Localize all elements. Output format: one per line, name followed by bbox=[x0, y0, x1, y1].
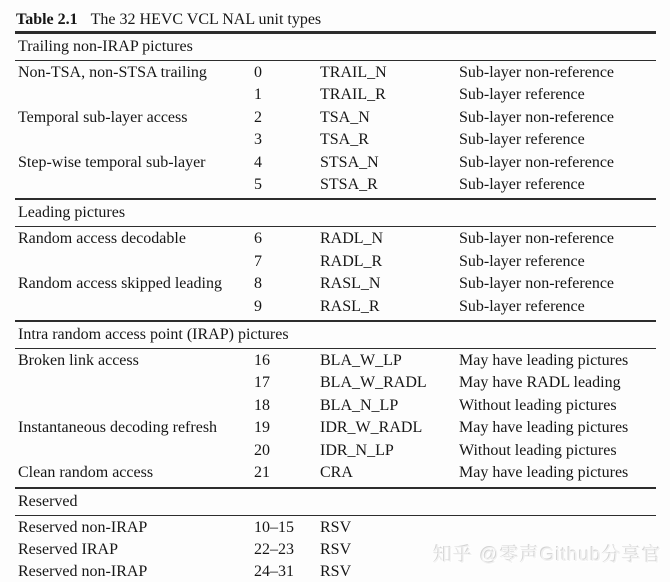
table-row bbox=[18, 517, 656, 539]
cell-reference_note: May have RADL leading bbox=[459, 374, 621, 392]
table-section bbox=[15, 320, 656, 486]
table-section bbox=[15, 198, 656, 320]
cell-picture_type: Clean random access bbox=[18, 464, 154, 482]
table-row bbox=[18, 417, 656, 439]
cell-nal_unit_type_name: STSA_R bbox=[320, 176, 378, 194]
watermark-text: 知乎 @零声Github分享官 bbox=[433, 545, 662, 566]
cell-nal_unit_type_name: IDR_N_LP bbox=[320, 441, 394, 459]
table-row bbox=[18, 228, 656, 250]
cell-reference_note: Sub-layer non-reference bbox=[459, 153, 615, 171]
table-row bbox=[18, 251, 656, 273]
section-rows bbox=[15, 349, 656, 486]
cell-nal_unit_type_value: 21 bbox=[254, 464, 270, 482]
section-header: Reserved bbox=[15, 489, 656, 516]
cell-picture_type: Non-TSA, non-STSA trailing bbox=[18, 64, 207, 81]
table-row bbox=[18, 296, 656, 318]
table-section bbox=[15, 487, 656, 582]
cell-reference_note: Without leading pictures bbox=[459, 441, 617, 459]
cell-reference_note: Sub-layer non-reference bbox=[459, 230, 615, 248]
cell-nal_unit_type_value: 18 bbox=[254, 396, 270, 414]
cell-nal_unit_type_value: 5 bbox=[254, 176, 262, 194]
nal-unit-types-table bbox=[15, 31, 656, 582]
cell-picture_type bbox=[18, 372, 254, 394]
cell-reference_note bbox=[459, 539, 656, 561]
cell-nal_unit_type_name: RADL_N bbox=[320, 230, 384, 248]
cell-reference_note: Sub-layer reference bbox=[459, 297, 585, 315]
cell-nal_unit_type_value: 7 bbox=[254, 252, 262, 270]
cell-nal_unit_type_value: 6 bbox=[254, 230, 262, 248]
cell-nal_unit_type_value: 3 bbox=[254, 131, 262, 149]
table-row bbox=[18, 129, 656, 151]
cell-nal_unit_type_name: TRAIL_R bbox=[320, 86, 386, 104]
cell-reference_note: Sub-layer reference bbox=[459, 252, 585, 270]
cell-nal_unit_type_value: 1 bbox=[254, 86, 262, 104]
cell-nal_unit_type_name: STSA_N bbox=[320, 153, 379, 171]
cell-picture_type: Instantaneous decoding refresh bbox=[18, 419, 218, 437]
cell-nal_unit_type_name: TSA_R bbox=[320, 131, 369, 149]
cell-picture_type bbox=[18, 395, 254, 417]
cell-nal_unit_type_name: TSA_N bbox=[320, 108, 370, 126]
section-header: Leading pictures bbox=[15, 200, 656, 227]
table-row bbox=[18, 174, 656, 196]
cell-nal_unit_type_value: 0 bbox=[254, 64, 262, 81]
cell-nal_unit_type_value: 8 bbox=[254, 275, 262, 293]
cell-nal_unit_type_name: RADL_R bbox=[320, 252, 383, 270]
cell-nal_unit_type_value: 2 bbox=[254, 108, 262, 126]
cell-nal_unit_type_name: RSV bbox=[320, 563, 352, 581]
cell-reference_note: Sub-layer reference bbox=[459, 176, 585, 194]
cell-picture_type bbox=[18, 251, 254, 273]
cell-nal_unit_type_name: BLA_W_RADL bbox=[320, 374, 427, 392]
cell-nal_unit_type_name: RASL_N bbox=[320, 275, 381, 293]
cell-picture_type: Reserved non-IRAP bbox=[18, 518, 148, 536]
cell-picture_type: Temporal sub-layer access bbox=[18, 108, 188, 126]
table-caption bbox=[0, 0, 670, 31]
cell-nal_unit_type_name: RSV bbox=[320, 540, 352, 558]
table-row bbox=[18, 107, 656, 129]
cell-reference_note: Sub-layer reference bbox=[459, 86, 585, 104]
table-row bbox=[18, 350, 656, 372]
cell-nal_unit_type_name: IDR_W_RADL bbox=[320, 419, 423, 437]
cell-nal_unit_type_value: 17 bbox=[254, 374, 270, 392]
cell-reference_note: Without leading pictures bbox=[459, 396, 617, 414]
cell-nal_unit_type_value: 24–31 bbox=[254, 563, 294, 581]
cell-picture_type: Step-wise temporal sub-layer bbox=[18, 153, 206, 171]
cell-picture_type bbox=[18, 440, 254, 462]
cell-reference_note: Sub-layer non-reference bbox=[459, 275, 615, 293]
cell-nal_unit_type_name: RASL_R bbox=[320, 297, 380, 315]
cell-nal_unit_type_name: BLA_W_LP bbox=[320, 352, 402, 370]
cell-nal_unit_type_value: 22–23 bbox=[254, 540, 294, 558]
section-rows bbox=[15, 227, 656, 320]
cell-picture_type bbox=[18, 296, 254, 318]
table-row bbox=[18, 561, 656, 582]
cell-nal_unit_type_name: BLA_N_LP bbox=[320, 396, 399, 414]
cell-nal_unit_type_name: TRAIL_N bbox=[320, 64, 387, 81]
cell-nal_unit_type_value: 10–15 bbox=[254, 518, 294, 536]
table-section bbox=[15, 34, 656, 198]
cell-picture_type: Broken link access bbox=[18, 352, 139, 370]
cell-nal_unit_type_value: 19 bbox=[254, 419, 270, 437]
cell-picture_type bbox=[18, 84, 254, 106]
table-row bbox=[18, 462, 656, 484]
table-number: Table 2.1 bbox=[16, 11, 78, 28]
table-row bbox=[18, 273, 656, 295]
cell-reference_note bbox=[459, 517, 656, 539]
cell-nal_unit_type_value: 9 bbox=[254, 297, 262, 315]
cell-picture_type bbox=[18, 129, 254, 151]
cell-reference_note: Sub-layer reference bbox=[459, 131, 585, 149]
table-row bbox=[18, 372, 656, 394]
section-rows bbox=[15, 61, 656, 198]
table-row bbox=[18, 539, 656, 561]
cell-reference_note: May have leading pictures bbox=[459, 464, 629, 482]
cell-nal_unit_type_value: 4 bbox=[254, 153, 262, 171]
section-header: Intra random access point (IRAP) pictures bbox=[15, 322, 656, 349]
cell-nal_unit_type_name: RSV bbox=[320, 518, 352, 536]
cell-nal_unit_type_name: CRA bbox=[320, 464, 353, 482]
cell-picture_type: Random access skipped leading bbox=[18, 275, 222, 293]
cell-picture_type: Random access decodable bbox=[18, 230, 186, 248]
cell-reference_note: Sub-layer non-reference bbox=[459, 64, 615, 81]
cell-reference_note: May have leading pictures bbox=[459, 352, 629, 370]
table-row bbox=[18, 62, 656, 84]
cell-reference_note bbox=[459, 561, 656, 582]
cell-reference_note: May have leading pictures bbox=[459, 419, 629, 437]
table-row bbox=[18, 152, 656, 174]
table-row bbox=[18, 440, 656, 462]
cell-reference_note: Sub-layer non-reference bbox=[459, 108, 615, 126]
cell-picture_type bbox=[18, 174, 254, 196]
cell-nal_unit_type_value: 20 bbox=[254, 441, 270, 459]
cell-nal_unit_type_value: 16 bbox=[254, 352, 270, 370]
section-header: Trailing non-IRAP pictures bbox=[15, 34, 656, 61]
section-rows bbox=[15, 516, 656, 582]
cell-picture_type: Reserved non-IRAP bbox=[18, 563, 148, 581]
table-row bbox=[18, 395, 656, 417]
table-row bbox=[18, 84, 656, 106]
cell-picture_type: Reserved IRAP bbox=[18, 540, 118, 558]
table-title-text: The 32 HEVC VCL NAL unit types bbox=[90, 11, 322, 28]
